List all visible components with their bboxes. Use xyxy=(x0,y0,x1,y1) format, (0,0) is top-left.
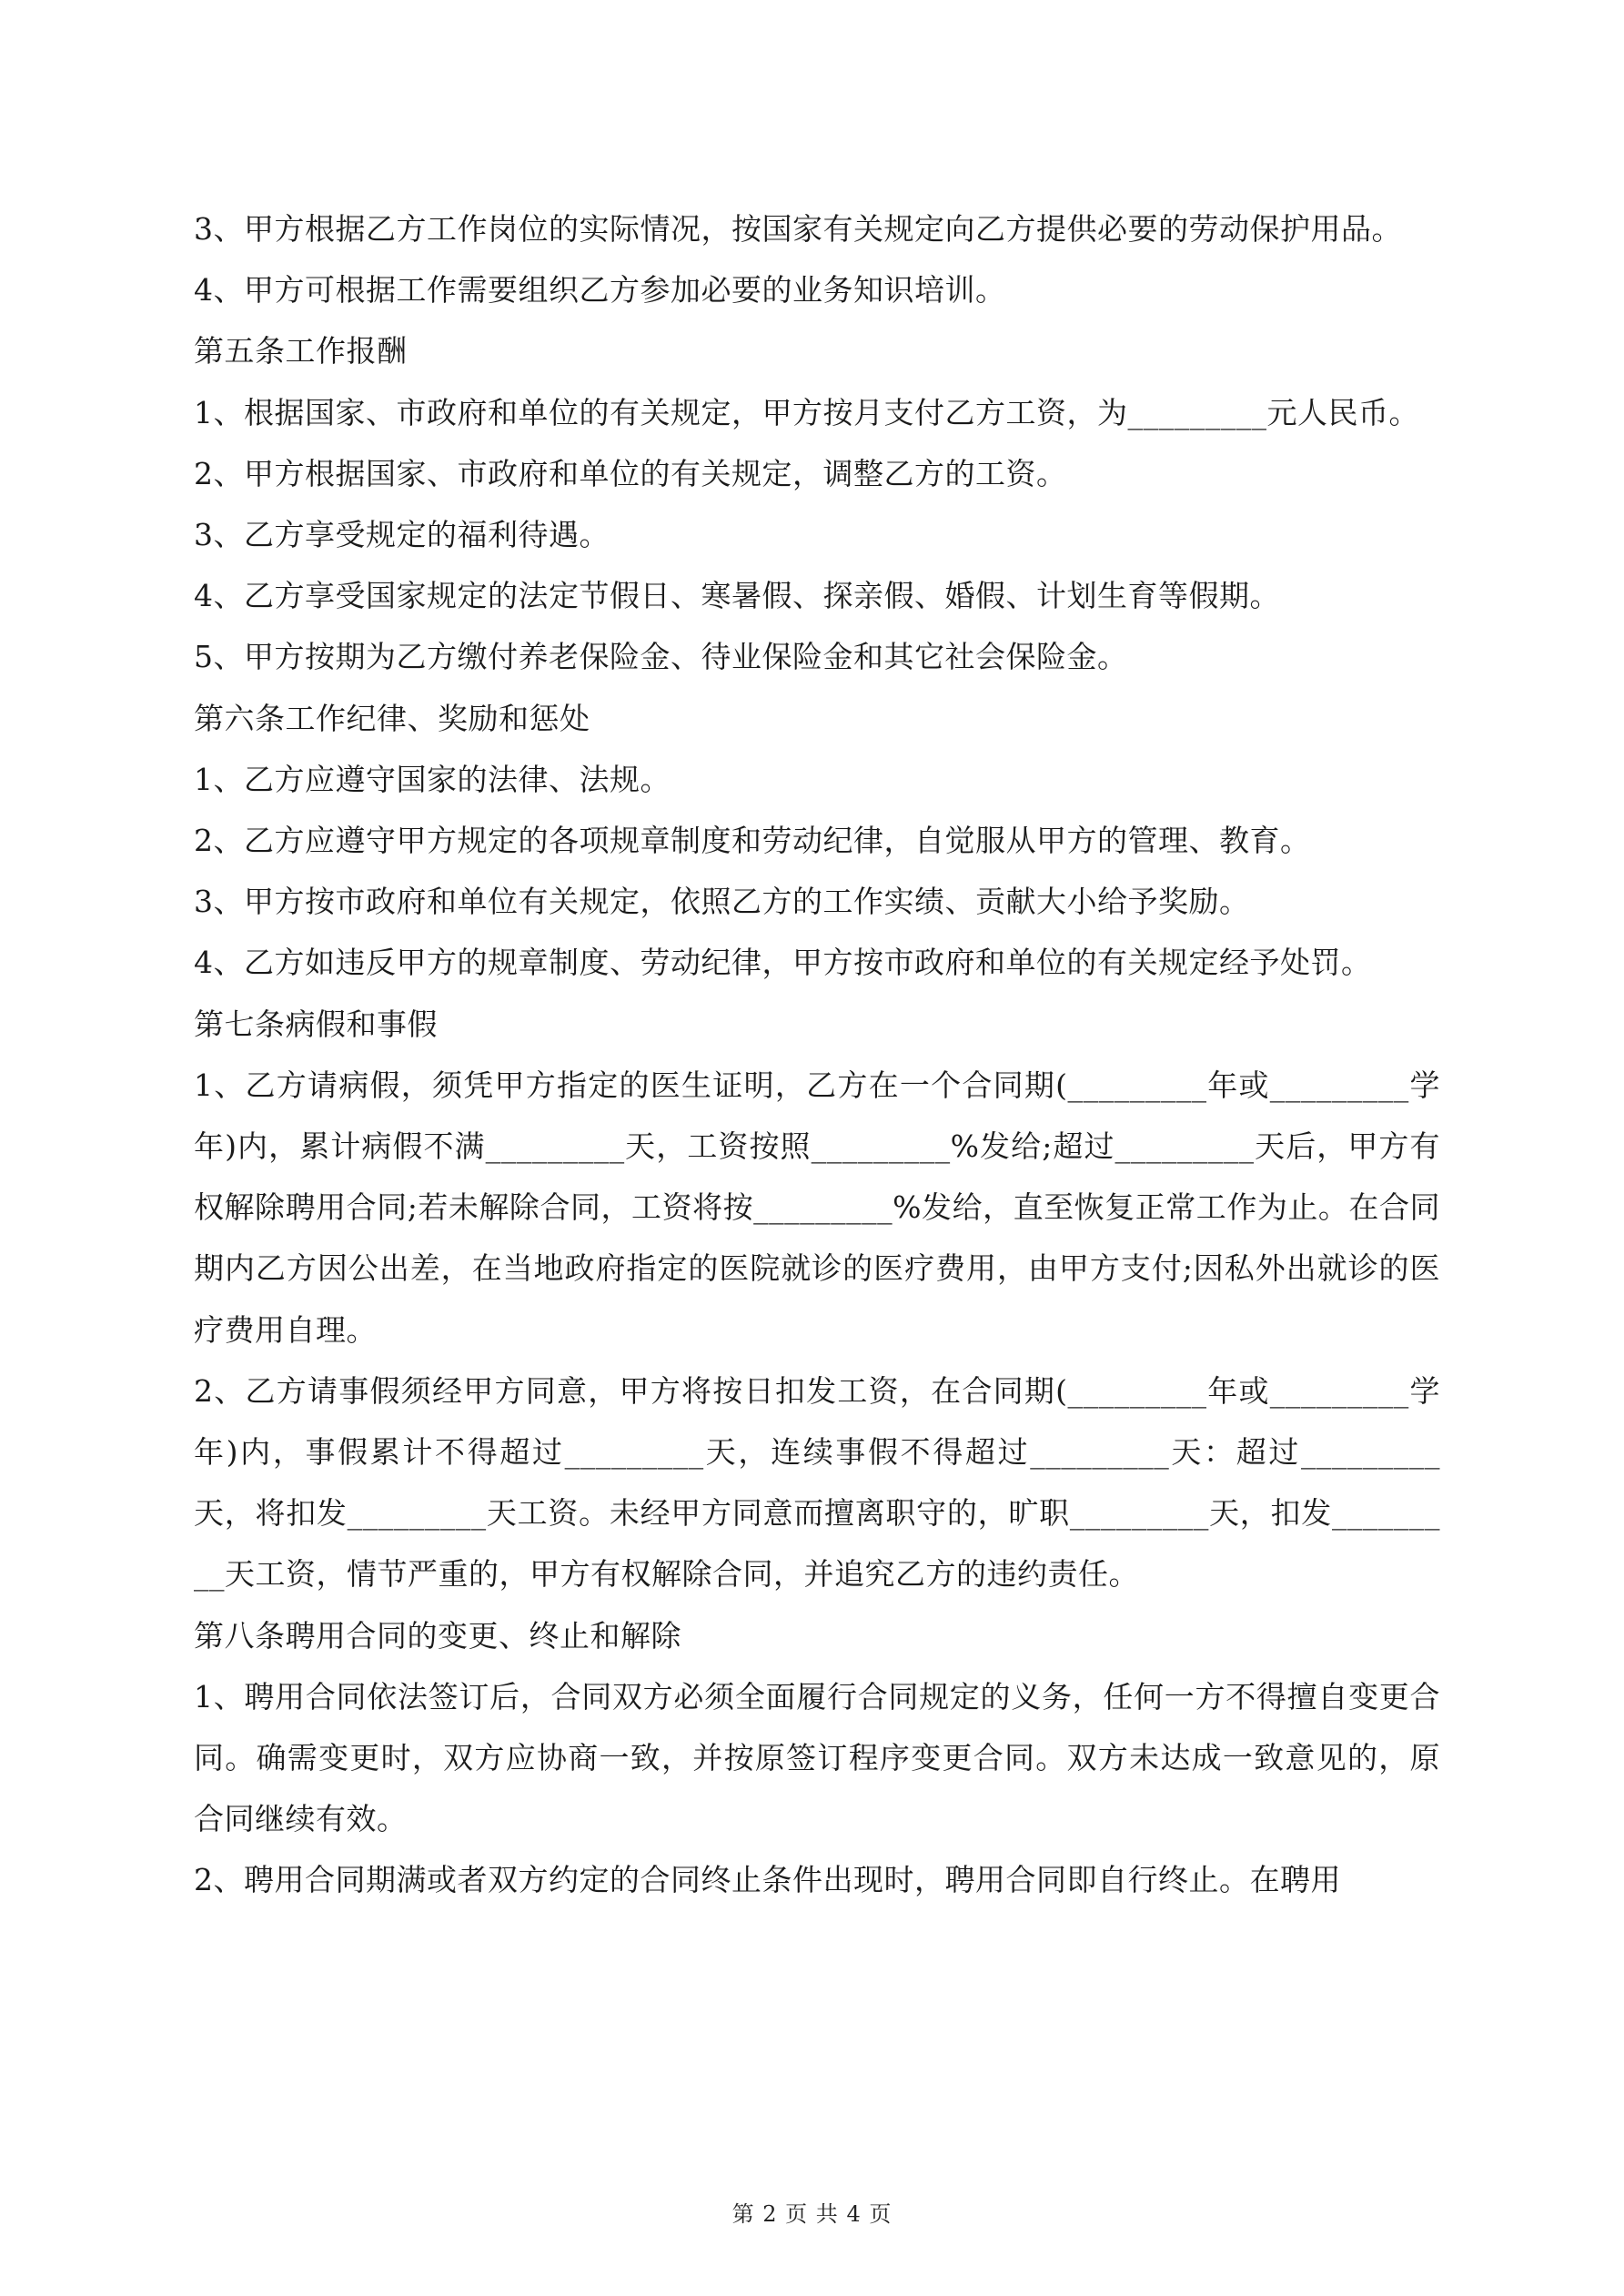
clause-paragraph: 1、乙方请病假，须凭甲方指定的医生证明，乙方在一个合同期(_________年或_________学年)内，累计病假不满_________天，工资按照_________%发给;超过_________天后，甲方有权解除聘用合同;若未解除合同，工资将按_________%发给，直至恢复正常工作为止。在合同期内乙方因公出差，在当地政府指定的医院就诊的医疗费用，由甲方支付;因私外出就诊的医疗费用自理。 xyxy=(194,1067,1440,1348)
clause-paragraph: 4、甲方可根据工作需要组织乙方参加必要的业务知识培训。 xyxy=(194,272,1006,308)
section-heading: 第五条工作报酬 xyxy=(194,333,408,369)
page-footer: 第 2 页 共 4 页 xyxy=(731,2201,893,2227)
clause-paragraph: 4、乙方享受国家规定的法定节假日、寒暑假、探亲假、婚假、计划生育等假期。 xyxy=(194,578,1280,614)
clause-paragraph: 3、甲方根据乙方工作岗位的实际情况，按国家有关规定向乙方提供必要的劳动保护用品。 xyxy=(194,211,1402,247)
clause-paragraph: 1、乙方应遵守国家的法律、法规。 xyxy=(194,761,671,797)
clause-paragraph: 2、乙方应遵守甲方规定的各项规章制度和劳动纪律，自觉服从甲方的管理、教育。 xyxy=(194,823,1311,859)
clause-paragraph: 4、乙方如违反甲方的规章制度、劳动纪律，甲方按市政府和单位的有关规定经予处罚。 xyxy=(194,945,1372,981)
clause-paragraph: 2、乙方请事假须经甲方同意，甲方将按日扣发工资，在合同期(_________年或_________学年)内，事假累计不得超过_________天，连续事假不得超过_________天：超过_________天，将扣发_________天工资。未经甲方同意而擅离职守的，旷职_________天，扣发_________天工资，情节严重的，甲方有权解除合同，并追究乙方的违约责任。 xyxy=(194,1372,1440,1593)
clause-paragraph: 3、乙方享受规定的福利待遇。 xyxy=(194,517,610,553)
clause-paragraph: 1、根据国家、市政府和单位的有关规定，甲方按月支付乙方工资，为_________元人民币。 xyxy=(194,394,1419,430)
clause-paragraph: 2、聘用合同期满或者双方约定的合同终止条件出现时，聘用合同即自行终止。在聘用 xyxy=(194,1862,1341,1898)
clause-paragraph: 3、甲方按市政府和单位有关规定，依照乙方的工作实绩、贡献大小给予奖励。 xyxy=(194,884,1250,920)
section-heading: 第六条工作纪律、奖励和惩处 xyxy=(194,700,590,736)
clause-paragraph: 1、聘用合同依法签订后，合同双方必须全面履行合同规定的义务，任何一方不得擅自变更合同。确需变更时，双方应协商一致，并按原签订程序变更合同。双方未达成一致意见的，原合同继续有效。 xyxy=(194,1678,1440,1837)
section-heading: 第七条病假和事假 xyxy=(194,1006,438,1042)
document-body xyxy=(194,198,1440,1911)
clause-paragraph: 5、甲方按期为乙方缴付养老保险金、待业保险金和其它社会保险金。 xyxy=(194,639,1128,675)
clause-paragraph: 2、甲方根据国家、市政府和单位的有关规定，调整乙方的工资。 xyxy=(194,455,1067,491)
section-heading: 第八条聘用合同的变更、终止和解除 xyxy=(194,1617,681,1654)
